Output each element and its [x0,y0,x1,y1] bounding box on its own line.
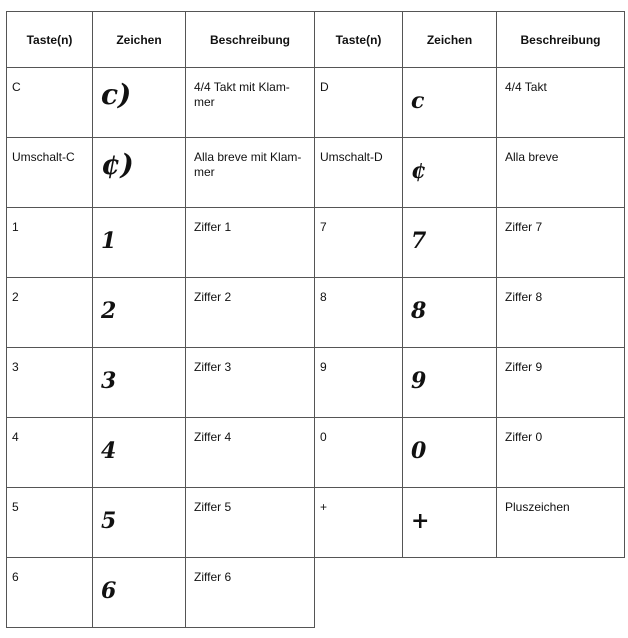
keyboard-shortcut-table [6,11,625,628]
table-row [7,558,625,628]
description: Ziffer 4 [194,430,232,444]
key-label: 4 [12,430,19,444]
header-description-2: Beschreibung [497,12,625,68]
digit-glyph: 3 [101,368,117,394]
description: Ziffer 9 [505,360,543,374]
header-keys-2: Taste(n) [315,12,403,68]
key-label: 7 [320,220,327,234]
table-row [7,278,625,348]
description: Ziffer 1 [194,220,232,234]
description: Ziffer 2 [194,290,232,304]
description: 4/4 Takt [505,80,547,94]
key-label: Umschalt-D [320,150,383,164]
description: Ziffer 5 [194,500,232,514]
table-row [7,138,625,208]
digit-glyph: 2 [101,298,117,324]
header-row [7,12,625,68]
digit-glyph: 6 [101,578,117,604]
description: Ziffer 3 [194,360,232,374]
key-label: 6 [12,570,19,584]
key-label: D [320,80,329,94]
key-label: 5 [12,500,19,514]
description: Alla breve [505,150,559,164]
key-label: 3 [12,360,19,374]
key-label: 2 [12,290,19,304]
description: Pluszeichen [505,500,570,514]
header-keys-1: Taste(n) [7,12,93,68]
description: 4/4 Takt mit Klam-mer [194,80,290,109]
alla-breve-glyph: ¢ [411,158,427,184]
header-symbol-1: Zeichen [93,12,186,68]
common-time-glyph: c [411,88,425,114]
digit-glyph: 9 [411,368,427,394]
plus-glyph: + [411,508,430,534]
table-row [7,68,625,138]
key-label: 9 [320,360,327,374]
digit-glyph: 4 [101,438,117,464]
key-label: 8 [320,290,327,304]
digit-glyph: 7 [411,228,427,254]
description: Ziffer 0 [505,430,543,444]
description: Alla breve mit Klam-mer [194,150,302,179]
digit-glyph: 0 [411,438,427,464]
description: Ziffer 7 [505,220,543,234]
table-row [7,418,625,488]
alla-breve-with-bracket-glyph: ¢) [101,148,134,181]
key-label: 1 [12,220,19,234]
digit-glyph: 1 [101,228,117,254]
digit-glyph: 5 [101,508,117,534]
key-label: C [12,80,21,94]
time-signature-with-bracket-glyph: c) [101,78,132,111]
header-description-1: Beschreibung [186,12,315,68]
table-row [7,488,625,558]
digit-glyph: 8 [411,298,427,324]
table-row [7,208,625,278]
table-row [7,348,625,418]
description: Ziffer 8 [505,290,543,304]
key-label: + [320,500,328,514]
cropped-heading-remnant [220,0,400,4]
key-label: 0 [320,430,327,444]
header-symbol-2: Zeichen [403,12,497,68]
key-label: Umschalt-C [12,150,75,164]
description: Ziffer 6 [194,570,232,584]
empty-cell [315,558,625,628]
